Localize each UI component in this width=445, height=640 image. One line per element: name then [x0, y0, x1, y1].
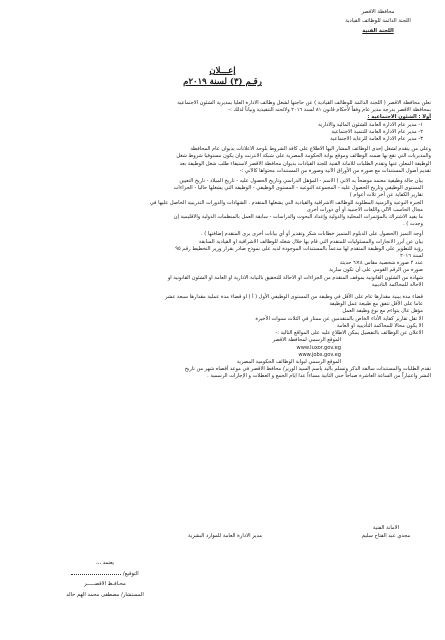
requirement-line: الخبرة النوعية والزمنية المطلوبة للوظائف الاشرافية والقيادية التي يشغلها المتقدم . الشهادات والدورات التدريبية الحاصل عليها في [149, 199, 423, 206]
requirement-line: تقارير الكفاية عن آخر ثلاث أعوام ) [349, 192, 423, 199]
site-line: الموقع الرسمي لبوابة الوظائف الحكومية المصرية [236, 358, 341, 365]
condition-line: الا يكون محالا للمحاكمة التأديبية او العامة [336, 322, 423, 329]
signature-dotted-line [71, 574, 121, 575]
websites-list [12, 337, 431, 366]
signature-name: مجدي عبد الفتاح سليم [361, 533, 411, 539]
section2-line: وعلى من يتقدم لشغل إحدى الوظائف المشار اليها الاطلاع على كافة الشروط بلوحة الاعلانات بديوان عام المحافظة [190, 146, 431, 153]
title-number: رقـم (٣) لسنة ٢٠١٩م [183, 77, 262, 88]
signature-label: التوقيع/ [122, 570, 139, 577]
site-url: www.luxor.gov.eg [296, 344, 341, 351]
section2-line: الوظيفة المعلن عنها وتقدم الطلبات للامانة الفنية للجنة القيادات بديوان محافظة الاقصر لاستيفاء طلب شغل الوظيفة بعد [179, 160, 431, 167]
letterhead [323, 8, 433, 36]
requirement-line: وجدت ) . [403, 221, 423, 228]
title-main: إعـــلان [209, 66, 236, 76]
requirement-line: مجال الحاسب الآلي واللغات الاجنبية أو أي دورات أخرى [306, 206, 423, 213]
list-item: ٢- مدير عام الادارة العامة للتنمية الاجتماعية [331, 128, 423, 135]
section1-heading: أولا : الشئون الاجتماعية : [367, 114, 431, 121]
list-item: ٣- مدير عام الادارة العامة للرعاية الاجتماعية [330, 136, 423, 143]
requirements-list [12, 178, 431, 289]
section2-line: تقديم أصول المستندات مع صورة من الأوراق الآتية وصورة من المستندات محتواها كالآتي :- [239, 167, 431, 174]
requirement-line: عدد ٢ صورة شخصية مقاس ٤×٦ حديثة [339, 260, 423, 267]
closing-line: النشر واعتباراً من الساعة العاشرة صباحاً حتى الثانية مساءاً عدا ايام الجمع و العطلات و الإجازات الرسمية . [207, 373, 431, 380]
section2-line: والمديريات التي تقع بها ضمنه الوظائف وموقع بوابة الحكومة المصرية على شبكة الانترنت وان يكون مستوفيا شروط شغل [176, 153, 431, 160]
signature-line [30, 569, 180, 580]
requirement-line: لسنة ٢٠١٦ [400, 253, 423, 260]
requirement-line: شهادة من الشئون القانونية بموقف المتقدم من الجزاءات او الاحالة للتحقيق بالنيابة الادارية او العامة او الشئون القانونية او [167, 274, 423, 281]
letterhead-technical: اللجنة الفنية [362, 27, 394, 34]
intro-line-1: تعلن محافظة الاقصر ( اللجنة الدائمة للوظائف القيادية ) عن حاجتها لشغل وظائف الادارة العليا بمديرية الشئون الاجتماعية [177, 100, 431, 106]
letterhead-committee: اللجنة الدائمة للوظائف القيادية [345, 18, 411, 25]
condition-line: مؤهل عال يتواءم مع نوع وظيفة العمل [342, 308, 423, 315]
condition-line: قضاء مدة بينية مقدارها عام على الأقل في وظيفة من المستوى الوظيفي الأول ( أ ) او قضاء مدة عملية مقدارها سبعة عشر [165, 294, 423, 301]
requirement-line: بيان حالة وظيفية معتمد موضحاً به الاتي ( الاسم - المؤهل الدراسي وتاريخ الحصول عليه - تاريخ الميلاد - تاريخ التعيين [179, 178, 423, 185]
intro-line-2: بمحافظة الاقصر بدرجة مدير عام وفقاً لأحكام قانون ٨١ لسنة ٢٠١٦ ولائحته التنفيذية وبياناً لذلك :- [228, 107, 431, 114]
site-line: الموقع الرسمي لمحافظة الاقصر [272, 337, 341, 344]
signature-name: المستشار/ مصطفى محمد الهم خالد [66, 591, 144, 598]
requirement-line: أوجه التميز (الحصول على الدبلوم المتميز خطابات شكر وتقدير أو أي بيانات أخرى يرى المتقدم إضافتها ) . [201, 231, 423, 238]
requirement-line: ما يفيد الاشتراك بالمؤتمرات المحلية والدولية وإعداد البحوث والدراسات - سابقة العمل بالمنظمات الدولية والاقليمية إن [173, 214, 423, 221]
signature-governor [30, 558, 180, 600]
requirement-line: الاحالة للمحاكمة التاديبية [371, 281, 423, 288]
requirement-line: المستوى الوظيفي وتاريخ الحصول عليه - المجموعة النوعية - المستوى الوظيفي - الوظيفة التي يشغلها حاليا - الجزاءات [173, 185, 423, 192]
condition-line: الا تقل تقارير كفاية الأداء الخاص بالمتقدمين عن ممتاز في الثلاث سنوات الأخيرة [255, 315, 423, 322]
condition-line: عاما على الأقل تتفق مع طبيعة عمل الوظيفة [329, 301, 423, 308]
site-url: www.jobs.gov.eg [298, 351, 341, 358]
letterhead-governorate: محافظة الاقصر [361, 9, 395, 15]
announcement-title [0, 68, 445, 86]
list-item: ١- مدير عام الادارة العامة للشئون المالية والادارية [318, 121, 423, 128]
signature-title: الامانة الفنية [372, 525, 400, 531]
requirement-line: رؤية للتطوير على الوظيفة المتقدم لها مدعماً بالمستندات الموجودة لديه على نموذج صادر بقرار وزير التخطيط رقم ٩٥ [175, 245, 423, 252]
condition-line: الاعلان عن الوظائف بالتفصيل يمكن الاطلاع عليه على المواقع التالية :- [275, 330, 423, 337]
signature-technical [341, 524, 431, 540]
section1-list [12, 122, 431, 144]
signature-office: محـافـظ الاقصـــــر [84, 581, 126, 587]
closing-line: تقدم الطلبات والمستندات سالفة الذكر وتسلم باليد باسم السيد الوزير/ محافظ الاقصر في موعد أقصاه شهر من تاريخ [184, 366, 431, 373]
signature-title: مدير الادارة العامة للموارد البشرية [188, 533, 262, 539]
conditions-list [12, 294, 431, 337]
document-body [12, 100, 431, 381]
approve-label: يعتمد ،،، [96, 560, 114, 566]
signature-hr [175, 532, 275, 540]
requirement-line: صورة من الرقم القومي على أن تكون سارية [329, 267, 423, 274]
requirement-line: بيان عن أبرز الانجازات والمسئوليات للمتقدم التي قام بها خلال شغله للوظائف الاشرافية او القيادية السابقة [198, 238, 423, 245]
